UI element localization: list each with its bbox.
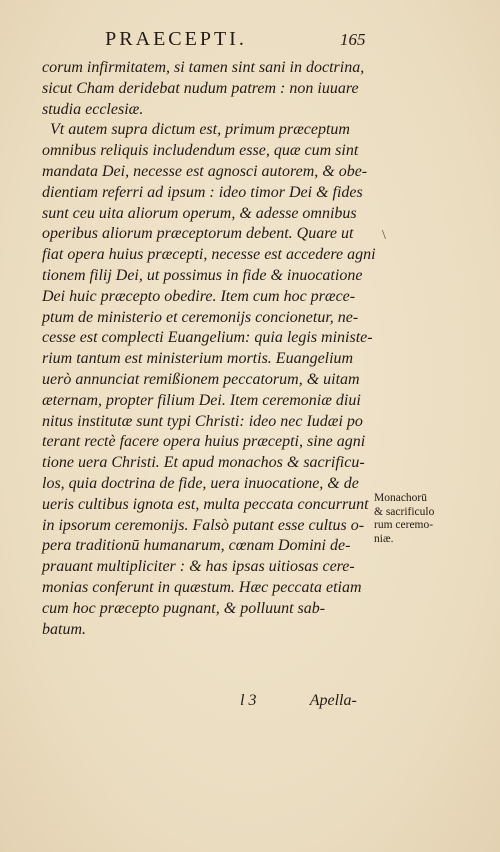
text-line: tionem filij Dei, ut possimus in fide & inuocatione: [42, 266, 363, 284]
page-number: 165: [340, 30, 366, 49]
marginal-note-line: rum ceremo-: [374, 519, 434, 531]
text-line: in ipsorum ceremonijs. Falsò putant esse cultus o-: [42, 516, 365, 534]
text-line: nitus institutæ sunt typi Christi: ideo nec Iudæi po: [42, 412, 363, 430]
running-head: PRAECEPTI.: [105, 28, 247, 50]
text-line: pera traditionū humanarum, cœnam Domini de-: [42, 537, 351, 555]
text-line: fiat opera huius præcepti, necesse est accedere agni: [42, 246, 376, 264]
marginal-note-line: Monachorū: [374, 492, 428, 504]
text-line: cum hoc præcepto pugnant, & polluunt sab-: [42, 599, 326, 617]
text-line: mandata Dei, necesse est agnosci autorem, & obe-: [42, 162, 368, 180]
marginal-note-line: niæ.: [374, 532, 394, 545]
text-line: rium tantum est ministerium mortis. Euangelium: [42, 350, 354, 368]
text-line: sicut Cham deridebat nudum patrem : non iuuare: [42, 79, 359, 97]
text-line: dientiam referri ad ipsum : ideo timor Dei & fides: [42, 183, 363, 201]
text-line: ueris cultibus ignota est, multa peccata concurrunt: [42, 495, 369, 513]
text-line: monias conferunt in quæstum. Hæc peccata etiam: [42, 578, 362, 596]
text-line: prauant multipliciter : & has ipsas uitiosas cere-: [42, 558, 355, 576]
text-line: omnibus reliquis includendum esse, quæ cum sint: [42, 142, 359, 160]
page-footer: [240, 692, 357, 710]
text-line: studia ecclesiæ.: [42, 100, 144, 118]
text-line: corum infirmitatem, si tamen sint sani in doctrina,: [42, 59, 365, 76]
text-line: Vt autem supra dictum est, primum præceptum: [50, 121, 350, 139]
text-line: operibus aliorum præceptorum debent. Quare ut: [42, 225, 354, 243]
text-line: batum.: [42, 620, 86, 638]
text-line: Dei huic præcepto obedire. Item cum hoc præce-: [42, 287, 356, 305]
signature-mark: l 3: [240, 692, 257, 709]
text-line: terant rectè facere opera huius præcepti, sine agni: [42, 433, 366, 451]
margin-stroke-mark: \: [382, 228, 386, 243]
text-line: uerò annunciat remißionem peccatorum, & uitam: [42, 370, 360, 388]
catchword: Apella-: [309, 692, 357, 709]
marginal-note-line: & sacrificulo: [374, 505, 435, 518]
text-line: tione uera Christi. Et apud monachos & sacrificu-: [42, 454, 365, 472]
text-line: cesse est complecti Euangelium: quia legis ministe-: [42, 329, 373, 347]
text-line: æternam, propter filium Dei. Item ceremoniæ diui: [42, 391, 361, 409]
text-line: los, quia doctrina de fide, uera inuocatione, & de: [42, 474, 359, 492]
marginal-note: [374, 492, 494, 546]
text-line: ptum de ministerio et ceremonijs concionetur, ne-: [42, 308, 359, 326]
text-line: sunt ceu uita aliorum operum, & adesse omnibus: [42, 204, 357, 222]
body-text: [42, 58, 376, 640]
